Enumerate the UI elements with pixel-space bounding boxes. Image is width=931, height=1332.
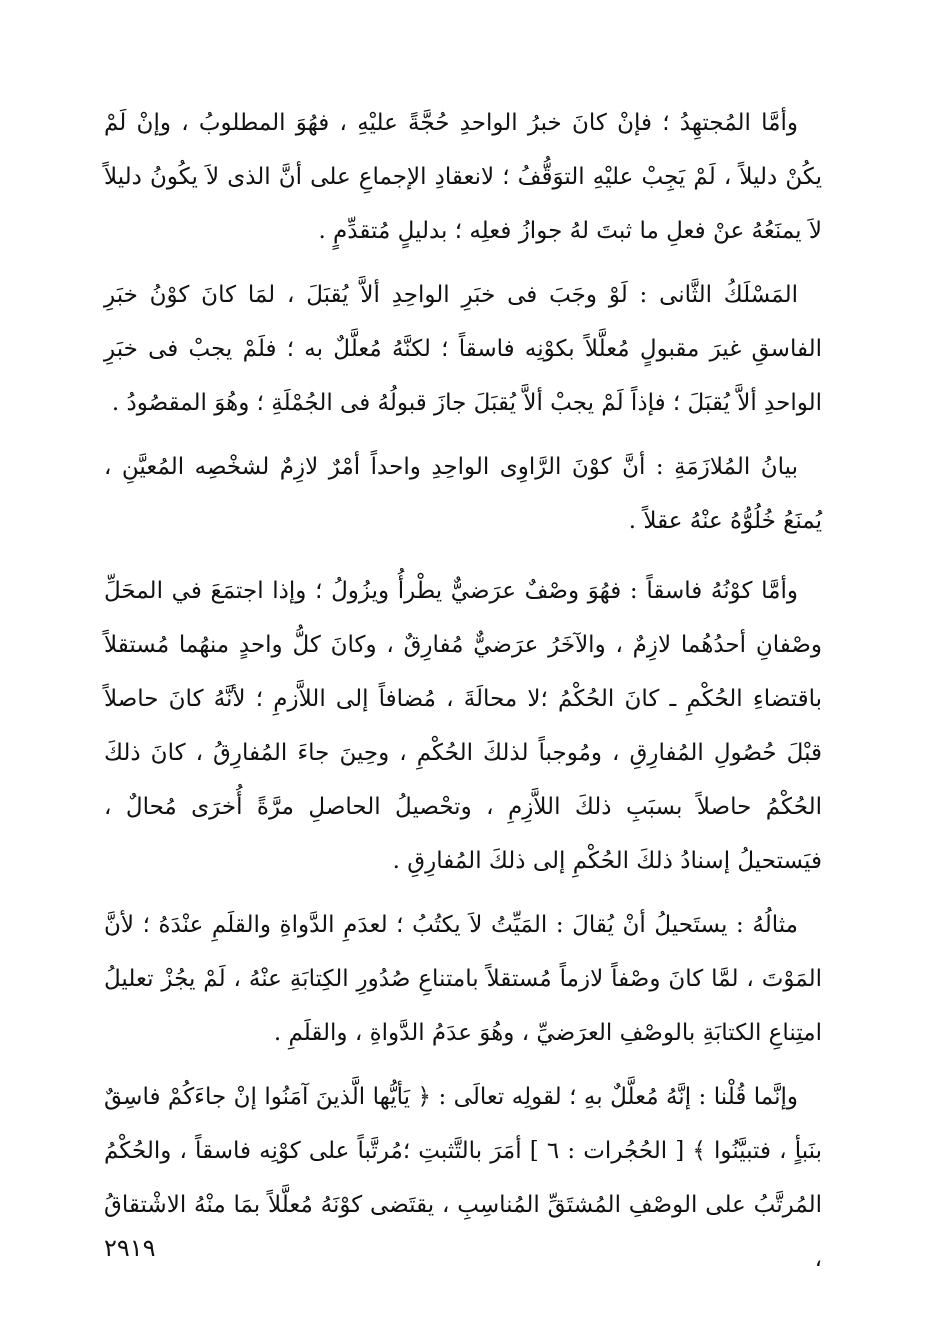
paragraph-second-path: المَسْلَكُ الثَّانى : لَوْ وجَبَ فى خبَرِ الواحِدِ ألاَّ يُقبَلَ ، لمَا كانَ كوْنُ خبَرِ الفاسقِ غيرَ مقبولٍ مُعلَّلاً بكوْنِه فاسقاً ؛ لكنَّهُ مُعلَّلٌ به ؛ فلَمْ يجبْ فى خبَرِ الواحدِ ألاَّ يُقبَلَ ؛ فإذاً لَمْ يجبْ ألاَّ يُقبَلَ جازَ قبولُهُ فى الجُمْلَةِ ؛ وهُوَ المقصُودُ . <box>104 282 822 416</box>
page-number: ٢٩١٩ <box>104 1234 156 1262</box>
paragraph-example: مثالُهُ : يستَحيلُ أنْ يُقالَ : المَيِّتُ لاَ يكتُبُ ؛ لعدَمِ الدَّواةِ والقلَمِ عنْدَهُ ؛ لأنَّ المَوْتَ ، لمَّا كانَ وصْفاً لازماً مُستقلاً بامتناعِ صُدُورِ الكِتابَةِ عنْهُ ، لَمْ يجُزْ تعليلُ امتِناعِ الكتابَةِ بالوصْفِ العرَضيِّ ، وهُوَ عدَمُ الدَّواةِ ، والقلَمِ . <box>104 912 822 1046</box>
paragraph-mujtahid: وأمَّا المُجتهِدُ ؛ فإنْ كانَ خبرُ الواحدِ حُجَّةً عليْهِ ، فهُوَ المطلوبُ ، وإنْ لَمْ يكُنْ دليلاً ، لَمْ يَجِبْ عليْهِ التوَقُّفُ ؛ لانعقادِ الإجماعِ على أنَّ الذى لاَ يكُونُ دليلاً لاَ يمنَعُهُ عنْ فعلِ ما ثبتَ لهُ جوازُ فعلِه ؛ بدليلٍ مُتقدِّمٍ . <box>104 110 822 244</box>
paragraph-fasiq: وأمَّا كوْنُهُ فاسقاً : فهُوَ وصْفٌ عرَضيٌّ يطْرأُ ويزُولُ ؛ وإذا اجتمَعَ في المحَلِّ وصْفانِ أحدُهُما لازِمٌ ، والآخَرُ عرَضيٌّ مُفارِقٌ ، وكانَ كلُّ واحدٍ منهُما مُستقلاً باقتضاءِ الحُكْمِ ـ كانَ الحُكْمُ ؛لا محالَةَ ، مُضافاً إلى اللاَّزمِ ؛ لأنَّهُ كانَ حاصلاً قبْلَ حُصُولِ المُفارِقِ ، ومُوجباً لذلكَ الحُكْمِ ، وحِينَ جاءَ المُفارِقُ ، كانَ ذلكَ الحُكْمُ حاصلاً بسبَبِ ذلكَ اللاَّزِمِ ، وتحْصيلُ الحاصلِ مرَّةً أُخرَى مُحالٌ ، فيَستحيلُ إسنادُ ذلكَ الحُكْمِ إلى ذلكَ المُفارِقِ . <box>104 578 822 874</box>
paragraph-mulazama: بيانُ المُلازَمَةِ : أنَّ كوْنَ الرَّاوِى الواحِدِ واحداً أمْرٌ لازِمٌ لشخْصِه المُعيَّنِ ، يُمنَعُ خُلُوُّهُ عنْهُ عقلاً . <box>104 454 822 534</box>
body-text <box>104 96 822 1296</box>
paragraph-quran-citation: وإنَّما قُلْنا : إنَّهُ مُعلَّلٌ بهِ ؛ لقولِه تعالَى : ﴿ يَأيُّها الَّذينَ آمَنُوا إنْ جاءَكُمْ فاسِقٌ بنَبأٍ ، فتبيَّنُوا ﴾ [ الحُجُرات : ٦ ] أمَرَ بالتَّثبتِ ؛مُرتَّباً على كوْنِه فاسقاً ، والحُكْمُ المُرتَّبُ على الوصْفِ المُشتَقِّ المُناسِبِ ، يقتَضى كوْنَهُ مُعلَّلاً بمَا منْهُ الاشْتقاقُ ، <box>104 1084 822 1272</box>
